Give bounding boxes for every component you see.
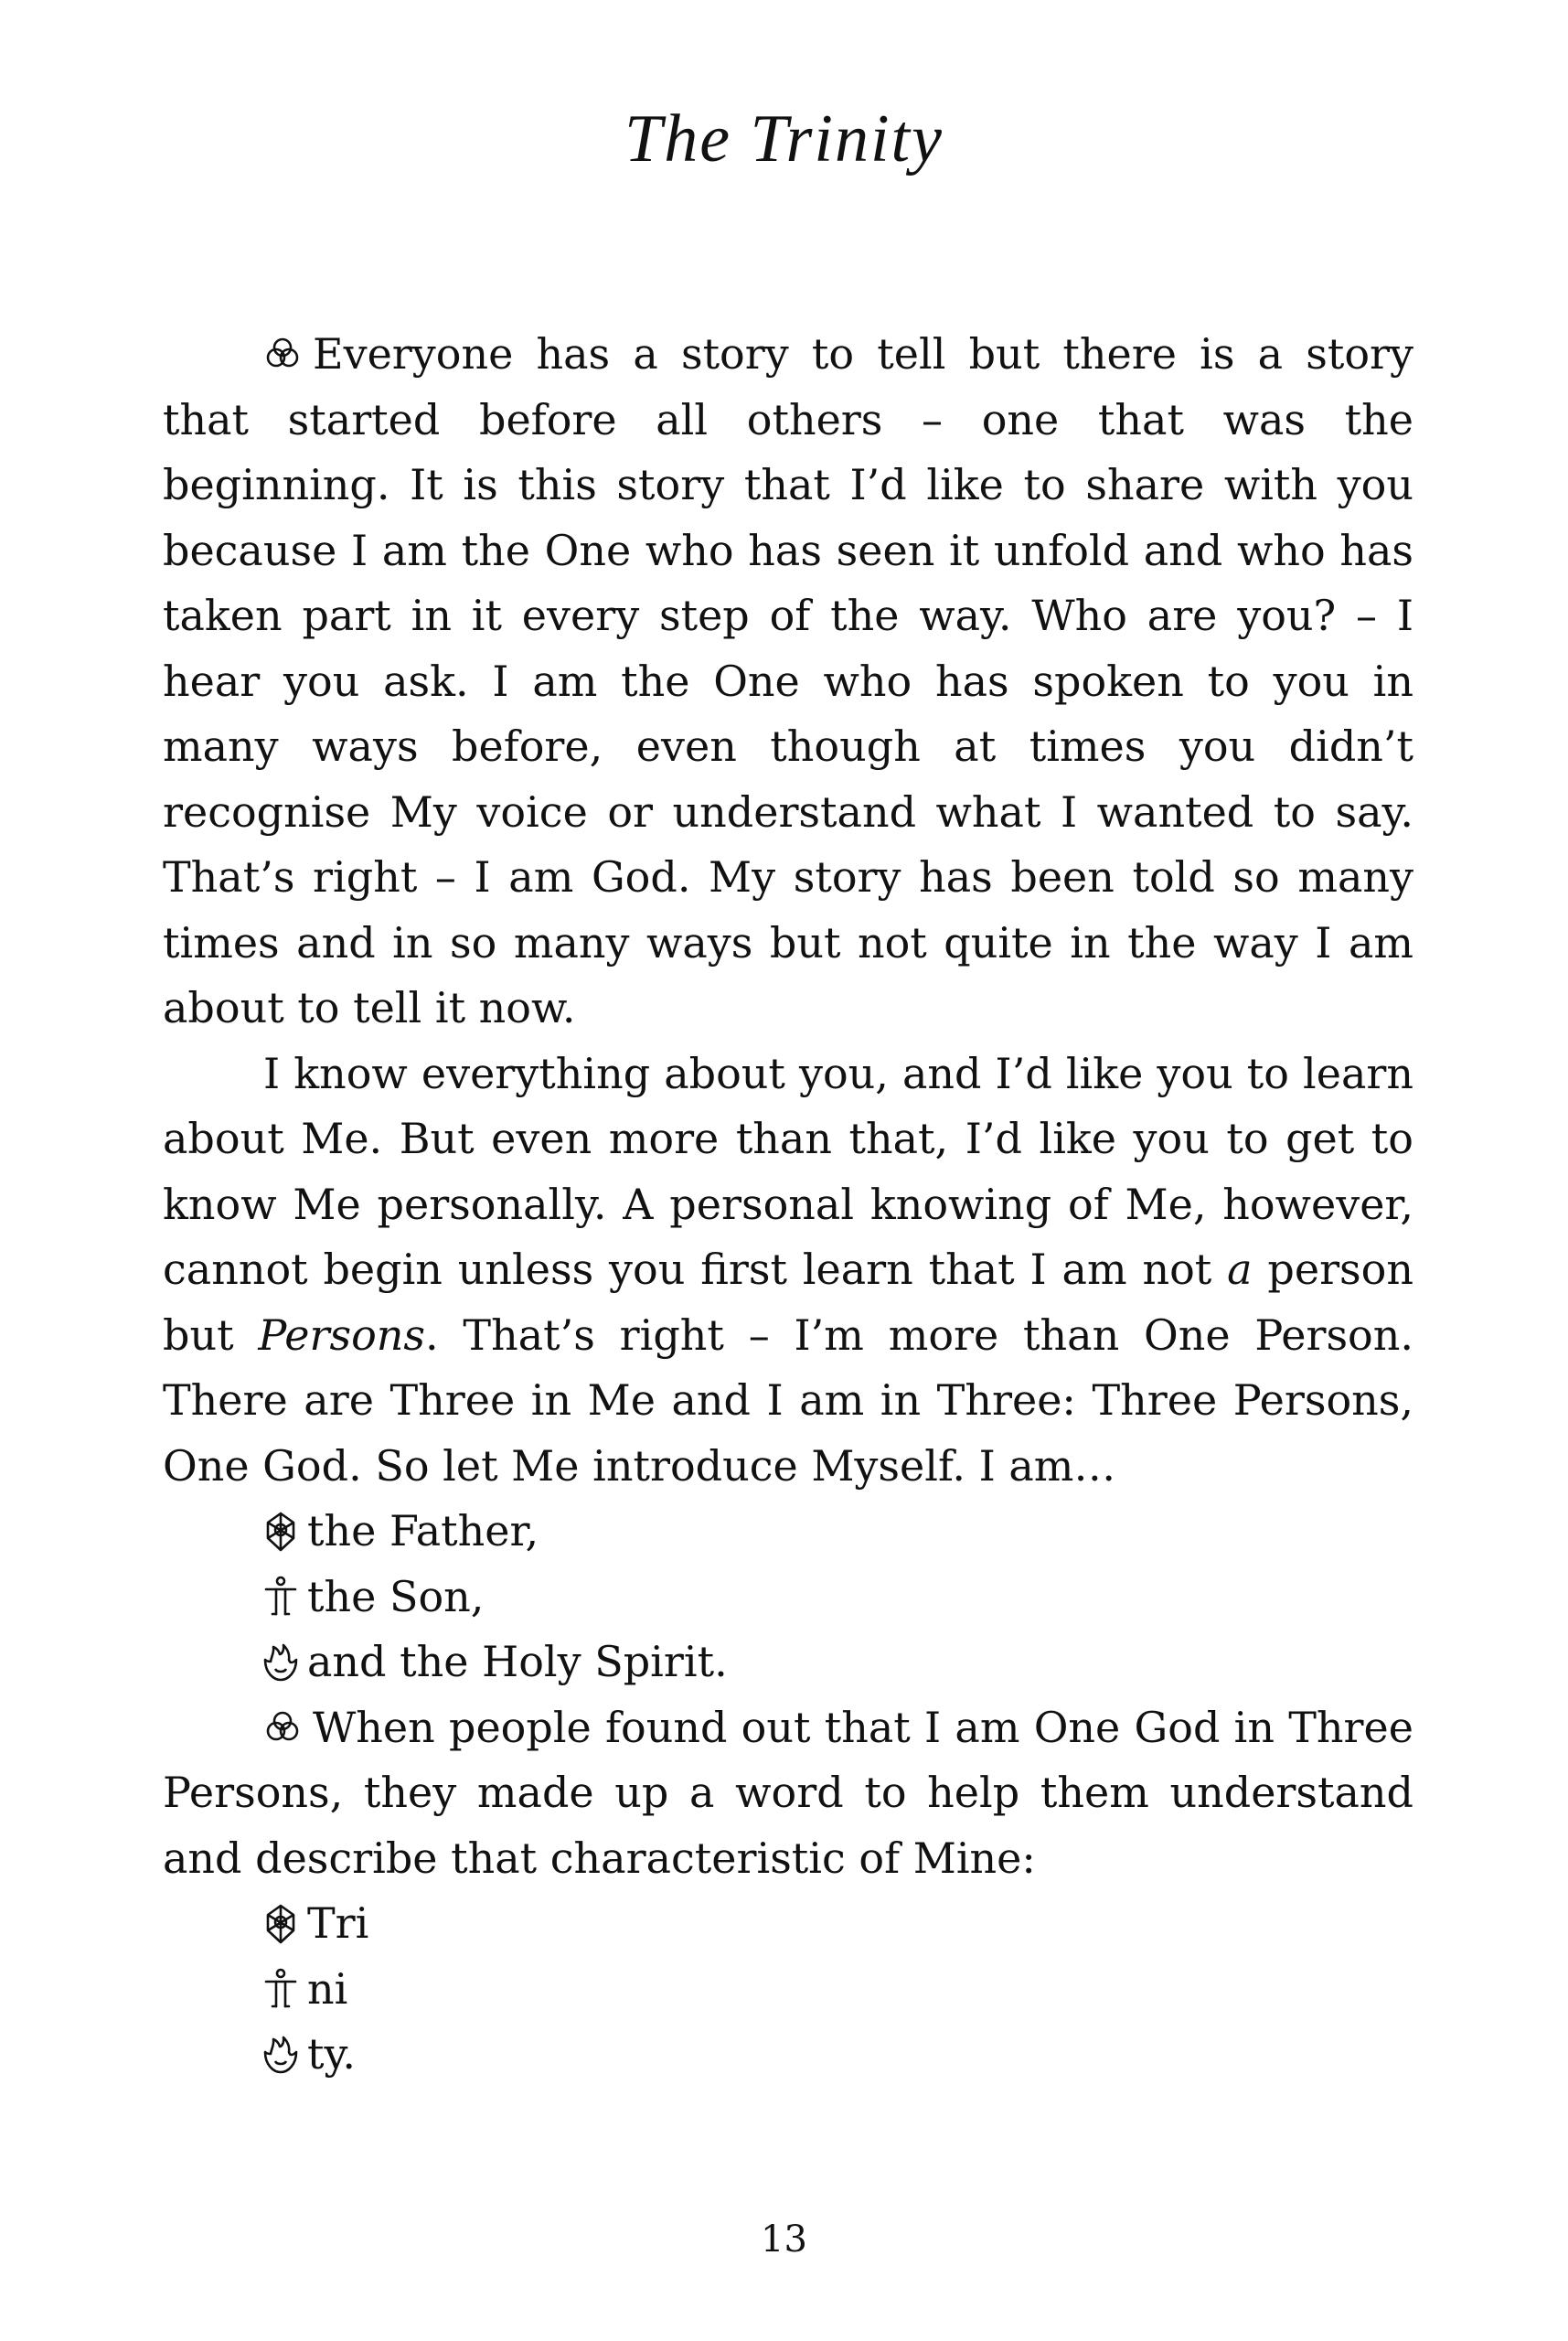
trinity-knot-icon [263,332,302,374]
holy-spirit-icon [261,2034,300,2076]
body-text [163,322,1413,2088]
paragraph-intro [163,322,1413,1042]
paragraph-persons-text-2: person but [163,1245,1413,1360]
emphasis-persons: Persons [258,1309,425,1360]
list-item-holy-spirit-text: and the Holy Spirit. [307,1637,728,1686]
syllable-tri-text: Tri [307,1898,369,1948]
page-number: 13 [761,2218,807,2261]
paragraph-persons [163,1042,1413,1500]
list-item-father [163,1499,1413,1565]
emphasis-a: a [1227,1245,1253,1294]
list-item-father-text: the Father, [307,1506,539,1555]
paragraph-persons-text-1: I know everything about you, and I’d like you to learn about Me. But even more than that, I’d like you to get to know Me personally. A personal knowing of Me, however, cannot begin unless you first learn that I am not [163,1048,1413,1294]
paragraph-trinity-word [163,1695,1413,1892]
father-icon [261,1903,300,1945]
son-icon [261,1576,300,1618]
son-icon [261,1968,300,2010]
paragraph-persons-text-3: . That’s right – I’m more than One Person. There are Three in Me and I am in Three: Three Persons, One God. So let Me introduce Myself. I am… [163,1309,1413,1491]
chapter-title: The Trinity [624,102,944,176]
syllable-ty [163,2022,1413,2088]
syllable-ty-text: ty. [307,2029,356,2079]
paragraph-intro-text: Everyone has a story to tell but there is a story that started before all others – one that was the beginning. It is this story that I’d like to share with you because I am the One who has seen it unfold and who has taken part in it every step of the way. Who are you? – I hear you ask. I am the One who has spoken to you in many ways before, even though at times you didn’t recognise My voice or understand what I wanted to say. That’s right – I am God. My story has been told so many times and in so many ways but not quite in the way I am about to tell it now. [163,329,1413,1032]
trinity-knot-icon [263,1705,302,1748]
list-item-holy-spirit [163,1630,1413,1695]
syllable-ni-text: ni [307,1963,348,2014]
paragraph-trinity-word-text: When people found out that I am One God in Three Persons, they made up a word to help them understand and describe that characteristic of Mine: [163,1702,1413,1883]
syllable-tri [163,1891,1413,1957]
holy-spirit-icon [261,1641,300,1684]
father-icon [261,1511,300,1553]
list-item-son-text: the Son, [307,1571,485,1621]
list-item-son [163,1565,1413,1630]
syllable-ni [163,1957,1413,2023]
